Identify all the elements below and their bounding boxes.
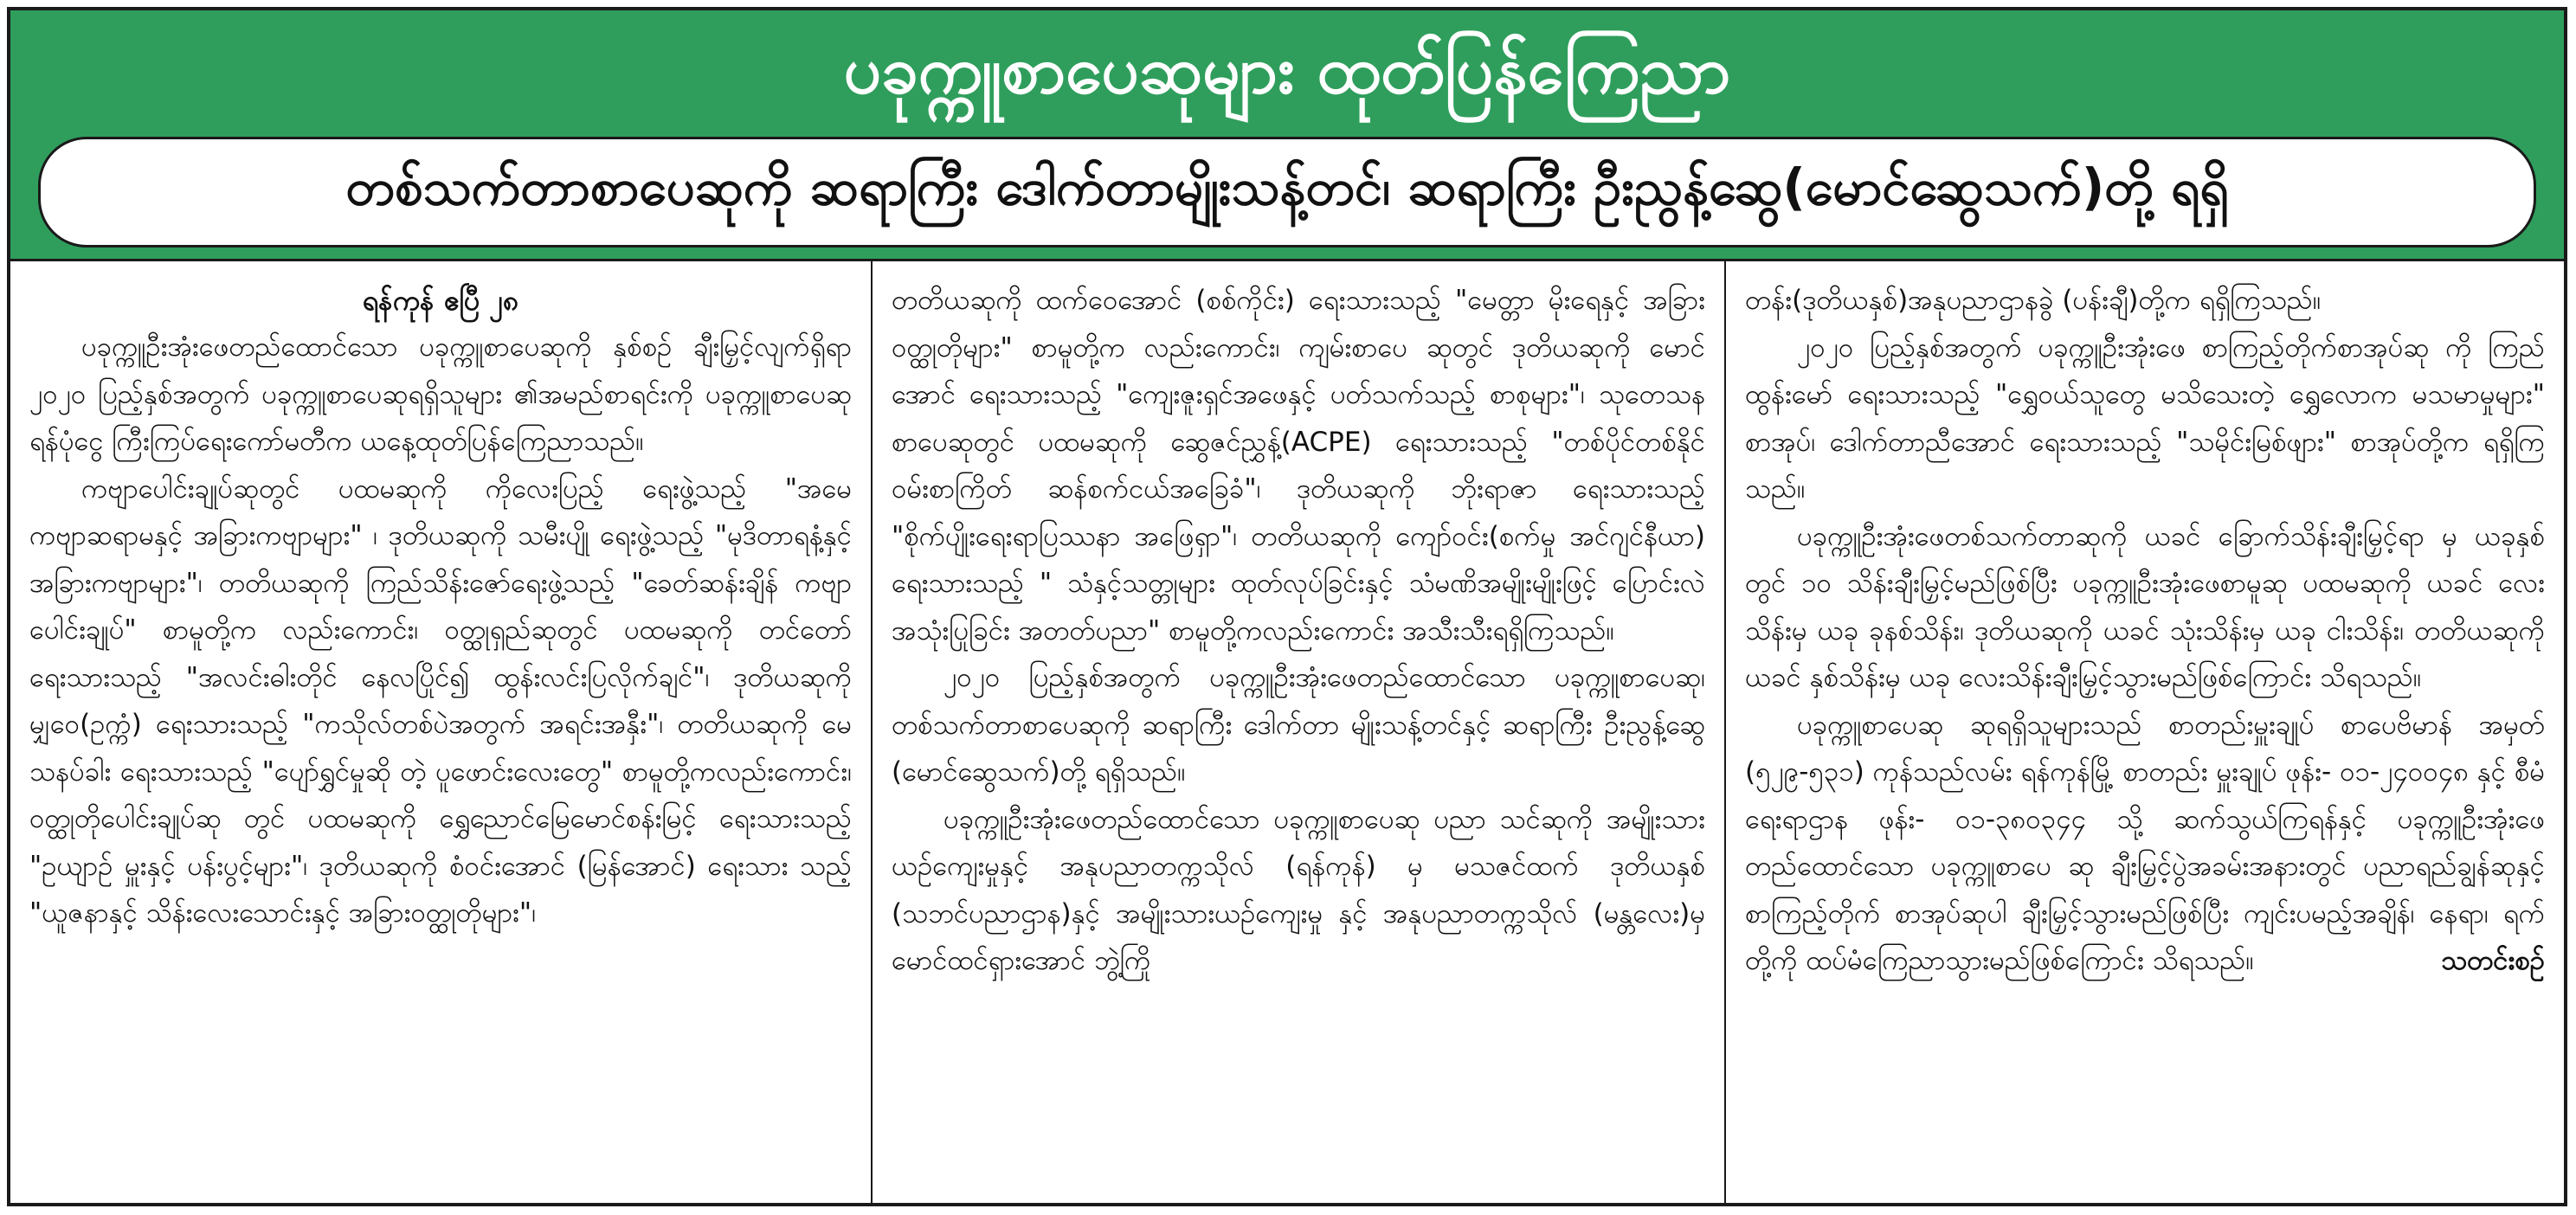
paragraph: ၂၀၂၀ ပြည့်နှစ်အတွက် ပခုက္ကူဦးအုံးဖေတည်ထောင်သော ပခုက္ကူစာပေဆု၊ တစ်သက်တာစာပေဆုကို ဆရာကြီး ဒေါက်တာ မျိုးသန့်တင်နှင့် ဆရာကြီး ဦးညွန့်ဆွေ (မောင်ဆွေသက်)တို့ ရရှိသည်။ xyxy=(892,662,1705,788)
article-column-1 xyxy=(10,261,873,1205)
banner-title: ပခုက္ကူစာပေဆုများ ထုတ်ပြန်ကြေညာ xyxy=(843,31,1731,108)
paragraph: ပခုက္ကူဦးအုံးဖေတည်ထောင်သော ပခုက္ကူစာပေဆုကို နှစ်စဉ် ချီးမြှင့်လျက်ရှိရာ ၂၀၂၀ ပြည့်နှစ်အတွက် ပခုက္ကူစာပေဆုရရှိသူများ ၏အမည်စာရင်းကို ပခုက္ကူစာပေဆုရန်ပုံငွေ ကြီးကြပ်ရေးကော်မတီက ယနေ့ထုတ်ပြန်ကြေညာသည်။ xyxy=(29,331,852,457)
byline: သတင်းစဉ် xyxy=(2441,945,2545,976)
paragraph-text: ပခုက္ကူစာပေဆု ဆုရရှိသူများသည် စာတည်းမှူးချုပ် စာပေဗိမာန် အမှတ် (၅၂၉-၅၃၁) ကုန်သည်လမ်း ရန်ကုန်မြို့ စာတည်း မှူးချုပ် ဖုန်း- ၀၁-၂၄၀၀၄၈ နှင့် စီမံရေးရာဌာန ဖုန်း- ၀၁-၃၈၀၃၄၄ သို့ ဆက်သွယ်ကြရန်နှင့် ပခုက္ကူဦးအုံးဖေတည်ထောင်သော ပခုက္ကူစာပေ ဆု ချီးမြှင့်ပွဲအခမ်းအနားတွင် ပညာရည်ချွန်ဆုနှင့် စာကြည့်တိုက် စာအုပ်ဆုပါ ချီးမြှင့်သွားမည်ဖြစ်ပြီး ကျင်းပမည့်အချိန်၊ နေရာ၊ ရက် တို့ကို ထပ်မံကြေညာသွားမည်ဖြစ်ကြောင်း သိရသည်။ xyxy=(1745,709,2545,976)
headline: တစ်သက်တာစာပေဆုကို ဆရာကြီး ဒေါက်တာမျိုးသန့်တင်၊ ဆရာကြီး ဦးညွန့်ဆွေ(မောင်ဆွေသက်)တို့ ရရှိ xyxy=(345,157,2229,216)
paragraph: တတိယဆုကို ထက်ဝေအောင် (စစ်ကိုင်း) ရေးသားသည့် "မေတ္တာ မိုးရေနှင့် အခြားဝတ္ထုတိုများ" စာမူတို့က လည်းကောင်း၊ ကျမ်းစာပေ ဆုတွင် ဒုတိယဆုကို မောင်အောင် ရေးသားသည့် "ကျေးဇူးရှင်အဖေနှင့် ပတ်သက်သည့် စာစုများ"၊ သုတေသနစာပေဆုတွင် ပထမဆုကို ဆွေဇင်ညွှန့်(ACPE) ရေးသားသည့် "တစ်ပိုင်တစ်နိုင် ဝမ်းစာကြိတ် ဆန်စက်ငယ်အခြေခံ"၊ ဒုတိယဆုကို ဘိုးရာဇာ ရေးသားသည့် "စိုက်ပျိုးရေးရာပြဿနာ အဖြေရှာ"၊ တတိယဆုကို ကျော်ဝင်း(စက်မှု အင်ဂျင်နီယာ) ရေးသားသည့် " သံနှင့်သတ္တုများ ထုတ်လုပ်ခြင်းနှင့် သံမဏိအမျိုးမျိုးဖြင့် ပြောင်းလဲအသုံးပြုခြင်း အတတ်ပညာ" စာမူတို့ကလည်းကောင်း အသီးသီးရရှိကြသည်။ xyxy=(892,285,1705,646)
paragraph: ပခုက္ကူဦးအုံးဖေတစ်သက်တာဆုကို ယခင် ခြောက်သိန်းချီးမြှင့်ရာ မှ ယခုနှစ်တွင် ၁၀ သိန်းချီးမြှင့်မည်ဖြစ်ပြီး ပခုက္ကူဦးအုံးဖေစာမူဆု ပထမဆုကို ယခင် လေးသိန်းမှ ယခု ခုနစ်သိန်း၊ ဒုတိယဆုကို ယခင် သုံးသိန်းမှ ယခု ငါးသိန်း၊ တတိယဆုကို ယခင် နှစ်သိန်းမှ ယခု လေးသိန်းချီးမြှင့်သွားမည်ဖြစ်ကြောင်း သိရသည်။ xyxy=(1745,520,2545,693)
paragraph xyxy=(1745,702,2545,985)
paragraph: ပခုက္ကူဦးအုံးဖေတည်ထောင်သော ပခုက္ကူစာပေဆု ပညာ သင်ဆုကို အမျိုးသားယဉ်ကျေးမှုနှင့် အနုပညာတက္ကသိုလ် (ရန်ကုန်) မှ မသဇင်ထက် ဒုတိယနှစ် (သဘင်ပညာဌာန)နှင့် အမျိုးသားယဉ်ကျေးမှု နှင့် အနုပညာတက္ကသိုလ် (မန္တလေး)မှ မောင်ထင်ရှားအောင် ဘွဲ့ကြို xyxy=(892,803,1705,976)
article-column-3 xyxy=(1726,261,2564,1205)
paragraph: တန်း(ဒုတိယနှစ်)အနုပညာဌာနခွဲ (ပန်းချီ)တို့က ရရှိကြသည်။ xyxy=(1745,285,2322,316)
article-column-2 xyxy=(873,261,1726,1205)
news-clipping xyxy=(7,7,2567,1206)
headline-box xyxy=(38,137,2536,248)
paragraph: ၂၀၂၀ ပြည့်နှစ်အတွက် ပခုက္ကူဦးအုံးဖေ စာကြည့်တိုက်စာအုပ်ဆု ကို ကြည်ထွန်းမော် ရေးသားသည့် "ရွှေဝယ်သူတွေ မသိသေးတဲ့ ရွှေလောက မသမာမှုများ" စာအုပ်၊ ဒေါက်တာညီအောင် ရေးသားသည့် "သမိုင်းမြစ်ဖျား" စာအုပ်တို့က ရရှိကြသည်။ xyxy=(1745,331,2545,505)
header-banner xyxy=(10,10,2564,261)
article-body xyxy=(10,261,2564,1205)
dateline: ရန်ကုန် ဧပြီ ၂၈ xyxy=(362,284,519,317)
paragraph: ကဗျာပေါင်းချုပ်ဆုတွင် ပထမဆုကို ကိုလေးပြည့် ရေးဖွဲ့သည့် "အမေကဗျာဆရာမနှင့် အခြားကဗျာများ" ၊ ဒုတိယဆုကို သမီးပျို ရေးဖွဲ့သည့် "မုဒိတာရနံ့နှင့် အခြားကဗျာများ"၊ တတိယဆုကို ကြည်သိန်းဇော်ရေးဖွဲ့သည့် "ခေတ်ဆန်းချိန် ကဗျာပေါင်းချုပ်" စာမူတို့က လည်းကောင်း၊ ဝတ္ထုရှည်ဆုတွင် ပထမဆုကို တင်တော် ရေးသားသည့် "အလင်းဓါးတိုင် နေလပြိုင်၍ ထွန်းလင်းပြလိုက်ချင်"၊ ဒုတိယဆုကို မျှဝေ(ဥက္ကံ) ရေးသားသည့် "ကသိုလ်တစ်ပဲအတွက် အရင်းအနှီး"၊ တတိယဆုကို မေသနပ်ခါး ရေးသားသည့် "ပျော်ရွှင်မှုဆို တဲ့ ပူဖောင်းလေးတွေ" စာမူတို့ကလည်းကောင်း၊ ဝတ္ထုတိုပေါင်းချုပ်ဆု တွင် ပထမဆုကို ရွှေညောင်မြေမောင်စန်းမြင့် ရေးသားသည့် "ဥယျာဉ် မှူးနှင့် ပန်းပွင့်များ"၊ ဒုတိယဆုကို စံဝင်းအောင် (မြန်အောင်) ရေးသား သည့် "ယူဇနာနှင့် သိန်းလေးသောင်းနှင့် အခြားဝတ္ထုတိုများ"၊ xyxy=(29,472,852,929)
